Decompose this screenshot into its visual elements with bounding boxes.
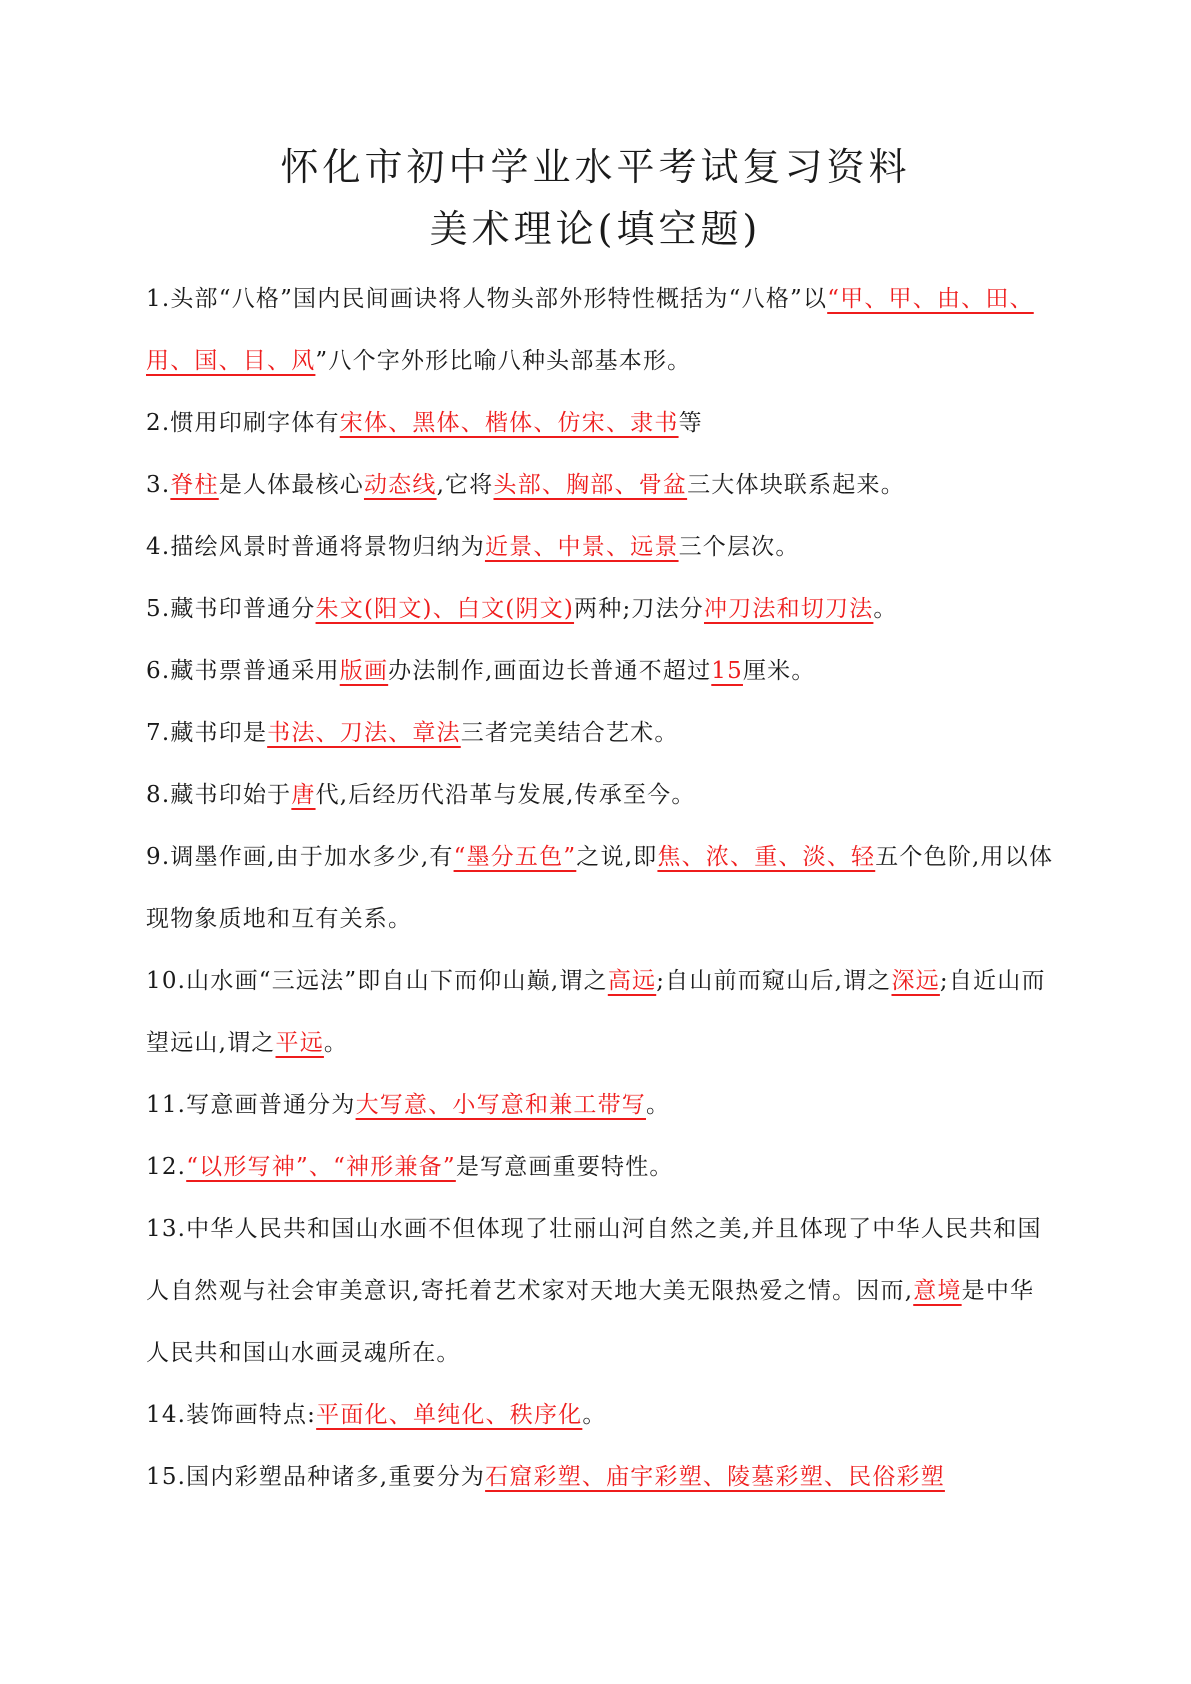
question-item-2 <box>146 392 1056 454</box>
answer-blank: 平远 <box>275 1030 324 1056</box>
question-text: 7.藏书印是 <box>146 720 268 746</box>
answer-blank: 平面化、单纯化、秩序化 <box>316 1402 583 1428</box>
answer-blank: 意境 <box>913 1278 962 1304</box>
question-text: 13.中华人民共和国山水画不但体现了壮丽山河自然之美,并且体现了中华人民共和国人自然观与社会审美意识,寄托着艺术家对天地大美无限热爱之情。因而, <box>146 1216 1042 1304</box>
answer-blank: 高远 <box>607 968 657 994</box>
answer-blank: 唐 <box>291 782 316 808</box>
question-text: 15.国内彩塑品种诸多,重要分为 <box>146 1464 486 1490</box>
answer-blank: 大写意、小写意和兼工带写 <box>355 1092 646 1118</box>
question-item-10 <box>146 950 1056 1074</box>
answer-blank: 冲刀法和切刀法 <box>704 596 874 622</box>
question-item-6 <box>146 640 1056 702</box>
question-text: 。 <box>645 1092 671 1118</box>
question-text: 1.头部“八格”国内民间画诀将人物头部外形特性概括为“八格”以 <box>146 286 828 312</box>
answer-blank: 动态线 <box>363 472 437 498</box>
answer-blank: 深远 <box>891 968 940 994</box>
question-text: ”八个字外形比喻八种头部基本形。 <box>315 348 692 374</box>
question-item-3 <box>146 454 1056 516</box>
document-title: 怀化市初中学业水平考试复习资料 <box>280 145 911 189</box>
question-text: 五个色阶,用以体现物象质地和互有关系。 <box>146 844 1054 932</box>
question-text: 8.藏书印始于 <box>146 782 292 808</box>
question-text: 14.装饰画特点: <box>146 1402 317 1428</box>
question-text: 办法制作,画面边长普通不超过 <box>388 658 712 684</box>
answer-blank: 头部、胸部、骨盆 <box>493 472 688 498</box>
answer-blank: 脊柱 <box>170 472 219 498</box>
question-text: 是写意画重要特性。 <box>455 1154 674 1180</box>
question-text: 9.调墨作画,由于加水多少,有 <box>146 844 454 870</box>
answer-blank: 近景、中景、远景 <box>484 534 679 560</box>
question-text: ;自近山而望远山,谓之 <box>146 968 1046 1056</box>
question-text: 是中华人民共和国山水画灵魂所在。 <box>146 1278 1035 1366</box>
answer-blank: 朱文(阳文)、白文(阴文) <box>315 596 575 622</box>
question-text: 2.惯用印刷字体有 <box>146 410 340 436</box>
question-text: 等 <box>678 410 703 436</box>
question-text: ;自山前而窥山后,谓之 <box>656 968 892 994</box>
question-text: 12. <box>146 1154 187 1180</box>
question-item-7 <box>146 702 1056 764</box>
question-text: 三个层次。 <box>678 534 800 560</box>
question-item-1 <box>146 268 1056 392</box>
question-text: 是人体最核心 <box>218 472 364 498</box>
question-item-9 <box>146 826 1056 950</box>
answer-blank: 15 <box>711 658 743 684</box>
answer-blank: 版画 <box>339 658 389 684</box>
question-text: 6.藏书票普通采用 <box>146 658 340 684</box>
question-text: 10.山水画“三远法”即自山下而仰山巅,谓之 <box>146 968 608 994</box>
answer-blank: 石窟彩塑、庙宇彩塑、陵墓彩塑、民俗彩塑 <box>485 1464 945 1490</box>
question-text: 之说,即 <box>576 844 658 870</box>
question-item-15 <box>146 1446 1056 1508</box>
answer-blank: 宋体、黑体、楷体、仿宋、隶书 <box>339 410 679 436</box>
answer-blank: 焦、浓、重、淡、轻 <box>657 844 876 870</box>
question-text: 11.写意画普通分为 <box>146 1092 356 1118</box>
question-text: 两种;刀法分 <box>574 596 704 622</box>
question-item-12 <box>146 1136 1056 1198</box>
question-item-5 <box>146 578 1056 640</box>
question-text: 三者完美结合艺术。 <box>460 720 679 746</box>
question-text: 。 <box>323 1030 349 1056</box>
question-item-8 <box>146 764 1056 826</box>
answer-blank: “甲、甲、由、田、用、国、目、风 <box>146 286 1034 374</box>
question-text: 5.藏书印普通分 <box>146 596 316 622</box>
question-item-4 <box>146 516 1056 578</box>
question-text: 代,后经历代沿革与发展,传承至今。 <box>315 782 696 808</box>
question-text: ,它将 <box>436 472 494 498</box>
question-text: 三大体块联系起来。 <box>687 472 905 498</box>
question-item-13 <box>146 1198 1056 1384</box>
answer-blank: “以形写神”、“神形兼备” <box>186 1154 456 1180</box>
question-text: 。 <box>873 596 898 622</box>
question-item-11 <box>146 1074 1056 1136</box>
answer-blank: 书法、刀法、章法 <box>267 720 461 746</box>
document-subtitle: 美术理论(填空题) <box>429 207 762 251</box>
question-text: 厘米。 <box>742 658 816 684</box>
question-text: 4.描绘风景时普通将景物归纳为 <box>146 534 485 560</box>
answer-blank: “墨分五色” <box>453 844 577 870</box>
question-text: 。 <box>582 1402 607 1428</box>
question-list <box>146 268 1056 1508</box>
question-text: 3. <box>146 472 171 498</box>
question-item-14 <box>146 1384 1056 1446</box>
